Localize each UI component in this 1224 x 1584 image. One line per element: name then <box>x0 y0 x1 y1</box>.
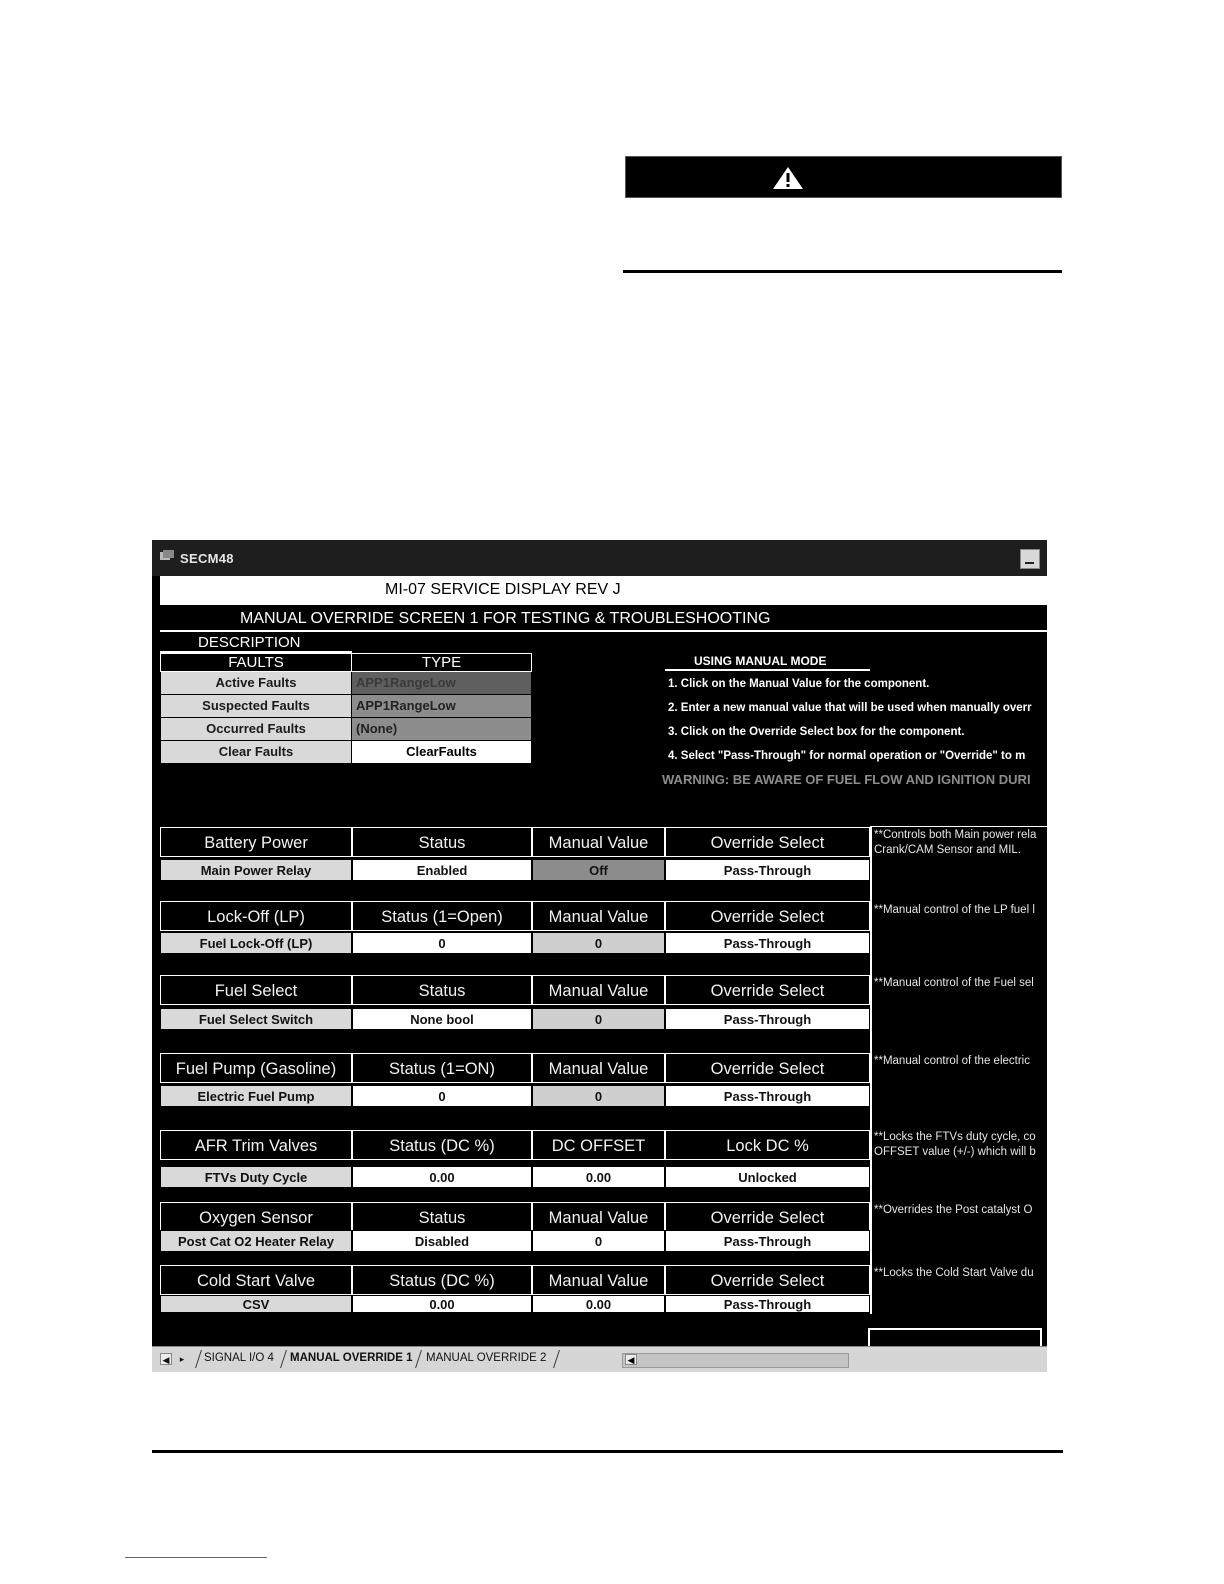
manual-value-header: Manual Value <box>532 901 665 931</box>
status-header: Status (1=Open) <box>352 901 532 931</box>
group-title: Fuel Pump (Gasoline) <box>160 1053 352 1083</box>
manual-value-header: Manual Value <box>532 1053 665 1083</box>
faults-column-header: FAULTS <box>161 654 352 672</box>
group-title: Fuel Select <box>160 975 352 1005</box>
manual-step-4: 4. Select "Pass-Through" for normal operation or "Override" to m <box>668 750 1026 762</box>
group-title: Cold Start Valve <box>160 1265 352 1295</box>
panel-button[interactable] <box>868 1328 1042 1348</box>
tab-manual-override-2[interactable]: MANUAL OVERRIDE 2 <box>426 1352 547 1364</box>
status-value: Disabled <box>352 1230 532 1252</box>
note-line: **Manual control of the Fuel sel <box>874 977 1034 989</box>
component-label: FTVs Duty Cycle <box>160 1166 352 1188</box>
footer-link-underline <box>125 1557 267 1558</box>
warning-banner <box>625 156 1062 198</box>
manual-value-input[interactable]: 0.00 <box>532 1295 665 1313</box>
group-title: Battery Power <box>160 827 352 857</box>
fault-row-active <box>161 672 532 695</box>
warning-divider <box>623 270 1062 273</box>
fault-label: Clear Faults <box>161 741 352 764</box>
title-bar <box>152 540 1047 576</box>
row-csv <box>160 1295 870 1313</box>
manual-value-input[interactable]: 0 <box>532 1085 665 1107</box>
override-select-header: Override Select <box>665 1202 870 1232</box>
note-line: **Manual control of the electric <box>874 1055 1030 1067</box>
group-title: Oxygen Sensor <box>160 1202 352 1232</box>
override-select-header: Override Select <box>665 827 870 857</box>
row-electric-fuel-pump <box>160 1085 870 1107</box>
group-header-lock-off <box>160 901 870 931</box>
note-line: **Locks the Cold Start Valve du <box>874 1267 1034 1279</box>
fault-row-suspected <box>161 695 532 718</box>
tab-manual-override-1[interactable]: MANUAL OVERRIDE 1 <box>290 1352 413 1364</box>
manual-value-input[interactable]: 0 <box>532 1008 665 1030</box>
note-fuel-pump <box>874 1054 1030 1069</box>
app-icon <box>160 550 174 562</box>
tab-scroll-left-icon[interactable]: ◀ <box>160 1353 172 1365</box>
manual-step-1: 1. Click on the Manual Value for the component. <box>668 678 930 690</box>
group-header-battery-power <box>160 827 870 857</box>
override-select[interactable]: Pass-Through <box>665 1295 870 1313</box>
group-header-cold-start-valve <box>160 1265 870 1295</box>
manual-mode-underline <box>665 669 870 671</box>
override-select[interactable]: Pass-Through <box>665 1230 870 1252</box>
component-label: Fuel Lock-Off (LP) <box>160 932 352 954</box>
tab-divider <box>280 1350 287 1368</box>
lock-dc-header: Lock DC % <box>665 1130 870 1160</box>
note-line: Crank/CAM Sensor and MIL. <box>874 844 1022 856</box>
row-ftvs-duty-cycle <box>160 1166 870 1188</box>
component-label: Main Power Relay <box>160 859 352 881</box>
app-title: SECM48 <box>180 551 234 566</box>
group-header-oxygen-sensor <box>160 1202 870 1232</box>
manual-step-2: 2. Enter a new manual value that will be used when manually overr <box>668 702 1032 714</box>
dc-offset-input[interactable]: 0.00 <box>532 1166 665 1188</box>
component-label: Electric Fuel Pump <box>160 1085 352 1107</box>
manual-step-3: 3. Click on the Override Select box for the component. <box>668 726 965 738</box>
note-line: **Controls both Main power rela <box>874 829 1037 841</box>
row-fuel-lock-off <box>160 932 870 954</box>
override-select-header: Override Select <box>665 975 870 1005</box>
status-header: Status (1=ON) <box>352 1053 532 1083</box>
manual-value-header: Manual Value <box>532 827 665 857</box>
note-cold-start-valve <box>874 1266 1034 1281</box>
manual-value-header: Manual Value <box>532 1202 665 1232</box>
horizontal-scrollbar[interactable] <box>622 1353 849 1368</box>
tab-divider <box>553 1350 560 1368</box>
notes-panel <box>870 826 1047 1314</box>
row-main-power-relay <box>160 859 870 881</box>
note-line: **Manual control of the LP fuel l <box>874 904 1035 916</box>
tab-scroll-right-icon[interactable]: ▸ <box>179 1354 185 1364</box>
note-line: OFFSET value (+/-) which will b <box>874 1146 1036 1158</box>
status-header: Status <box>352 827 532 857</box>
fault-row-clear <box>161 741 532 764</box>
note-lock-off <box>874 903 1035 918</box>
override-select[interactable]: Pass-Through <box>665 859 870 881</box>
sheet-tab-bar <box>152 1346 1047 1372</box>
fuel-warning-text: WARNING: BE AWARE OF FUEL FLOW AND IGNITION DURI <box>662 772 1031 787</box>
fault-label: Suspected Faults <box>161 695 352 718</box>
lock-dc-select[interactable]: Unlocked <box>665 1166 870 1188</box>
clear-faults-button[interactable]: ClearFaults <box>352 741 532 764</box>
override-select[interactable]: Pass-Through <box>665 932 870 954</box>
status-value: None bool <box>352 1008 532 1030</box>
minimize-button[interactable] <box>1020 549 1040 569</box>
override-select-header: Override Select <box>665 901 870 931</box>
override-select[interactable]: Pass-Through <box>665 1008 870 1030</box>
note-fuel-select <box>874 976 1034 991</box>
type-column-header: TYPE <box>352 654 532 672</box>
status-value: 0.00 <box>352 1295 532 1313</box>
status-value: 0.00 <box>352 1166 532 1188</box>
component-label: Post Cat O2 Heater Relay <box>160 1230 352 1252</box>
description-label: DESCRIPTION <box>198 634 301 651</box>
note-line: **Overrides the Post catalyst O <box>874 1204 1033 1216</box>
tab-signal-io-4[interactable]: SIGNAL I/O 4 <box>204 1352 274 1364</box>
note-oxygen-sensor <box>874 1203 1033 1218</box>
component-label: Fuel Select Switch <box>160 1008 352 1030</box>
display-title: MI-07 SERVICE DISPLAY REV J <box>160 576 1047 604</box>
manual-value-header: Manual Value <box>532 1265 665 1295</box>
page-bottom-rule <box>152 1450 1063 1453</box>
group-header-fuel-pump <box>160 1053 870 1083</box>
fault-value: APP1RangeLow <box>352 672 532 695</box>
note-afr-trim <box>874 1130 1036 1160</box>
status-value: Enabled <box>352 859 532 881</box>
note-battery-power <box>874 828 1036 858</box>
tab-divider <box>415 1350 422 1368</box>
tab-divider <box>195 1350 202 1368</box>
row-post-cat-o2-heater-relay <box>160 1230 870 1252</box>
dc-offset-header: DC OFFSET <box>532 1130 665 1160</box>
override-select-header: Override Select <box>665 1265 870 1295</box>
override-select[interactable]: Pass-Through <box>665 1085 870 1107</box>
fault-row-occurred <box>161 718 532 741</box>
manual-value-header: Manual Value <box>532 975 665 1005</box>
fault-label: Active Faults <box>161 672 352 695</box>
status-value: 0 <box>352 932 532 954</box>
scroll-left-icon[interactable]: ◀ <box>625 1354 637 1365</box>
row-fuel-select-switch <box>160 1008 870 1030</box>
status-header: Status <box>352 975 532 1005</box>
group-title: AFR Trim Valves <box>160 1130 352 1160</box>
note-line: **Locks the FTVs duty cycle, co <box>874 1131 1036 1143</box>
screen-title: MANUAL OVERRIDE SCREEN 1 FOR TESTING & TROUBLESHOOTING <box>160 604 1047 632</box>
component-label: CSV <box>160 1295 352 1313</box>
fault-label: Occurred Faults <box>161 718 352 741</box>
manual-mode-title: USING MANUAL MODE <box>694 654 827 668</box>
group-title: Lock-Off (LP) <box>160 901 352 931</box>
manual-value-input[interactable]: 0 <box>532 1230 665 1252</box>
fault-value: (None) <box>352 718 532 741</box>
status-header: Status (DC %) <box>352 1130 532 1160</box>
manual-value-input[interactable]: 0 <box>532 932 665 954</box>
manual-value-input[interactable]: Off <box>532 859 665 881</box>
status-header: Status <box>352 1202 532 1232</box>
fault-value: APP1RangeLow <box>352 695 532 718</box>
secm48-window <box>152 540 1047 1372</box>
faults-table <box>160 653 532 764</box>
group-header-fuel-select <box>160 975 870 1005</box>
status-value: 0 <box>352 1085 532 1107</box>
override-select-header: Override Select <box>665 1053 870 1083</box>
status-header: Status (DC %) <box>352 1265 532 1295</box>
group-header-afr-trim <box>160 1130 870 1160</box>
warning-triangle-icon <box>772 166 804 190</box>
